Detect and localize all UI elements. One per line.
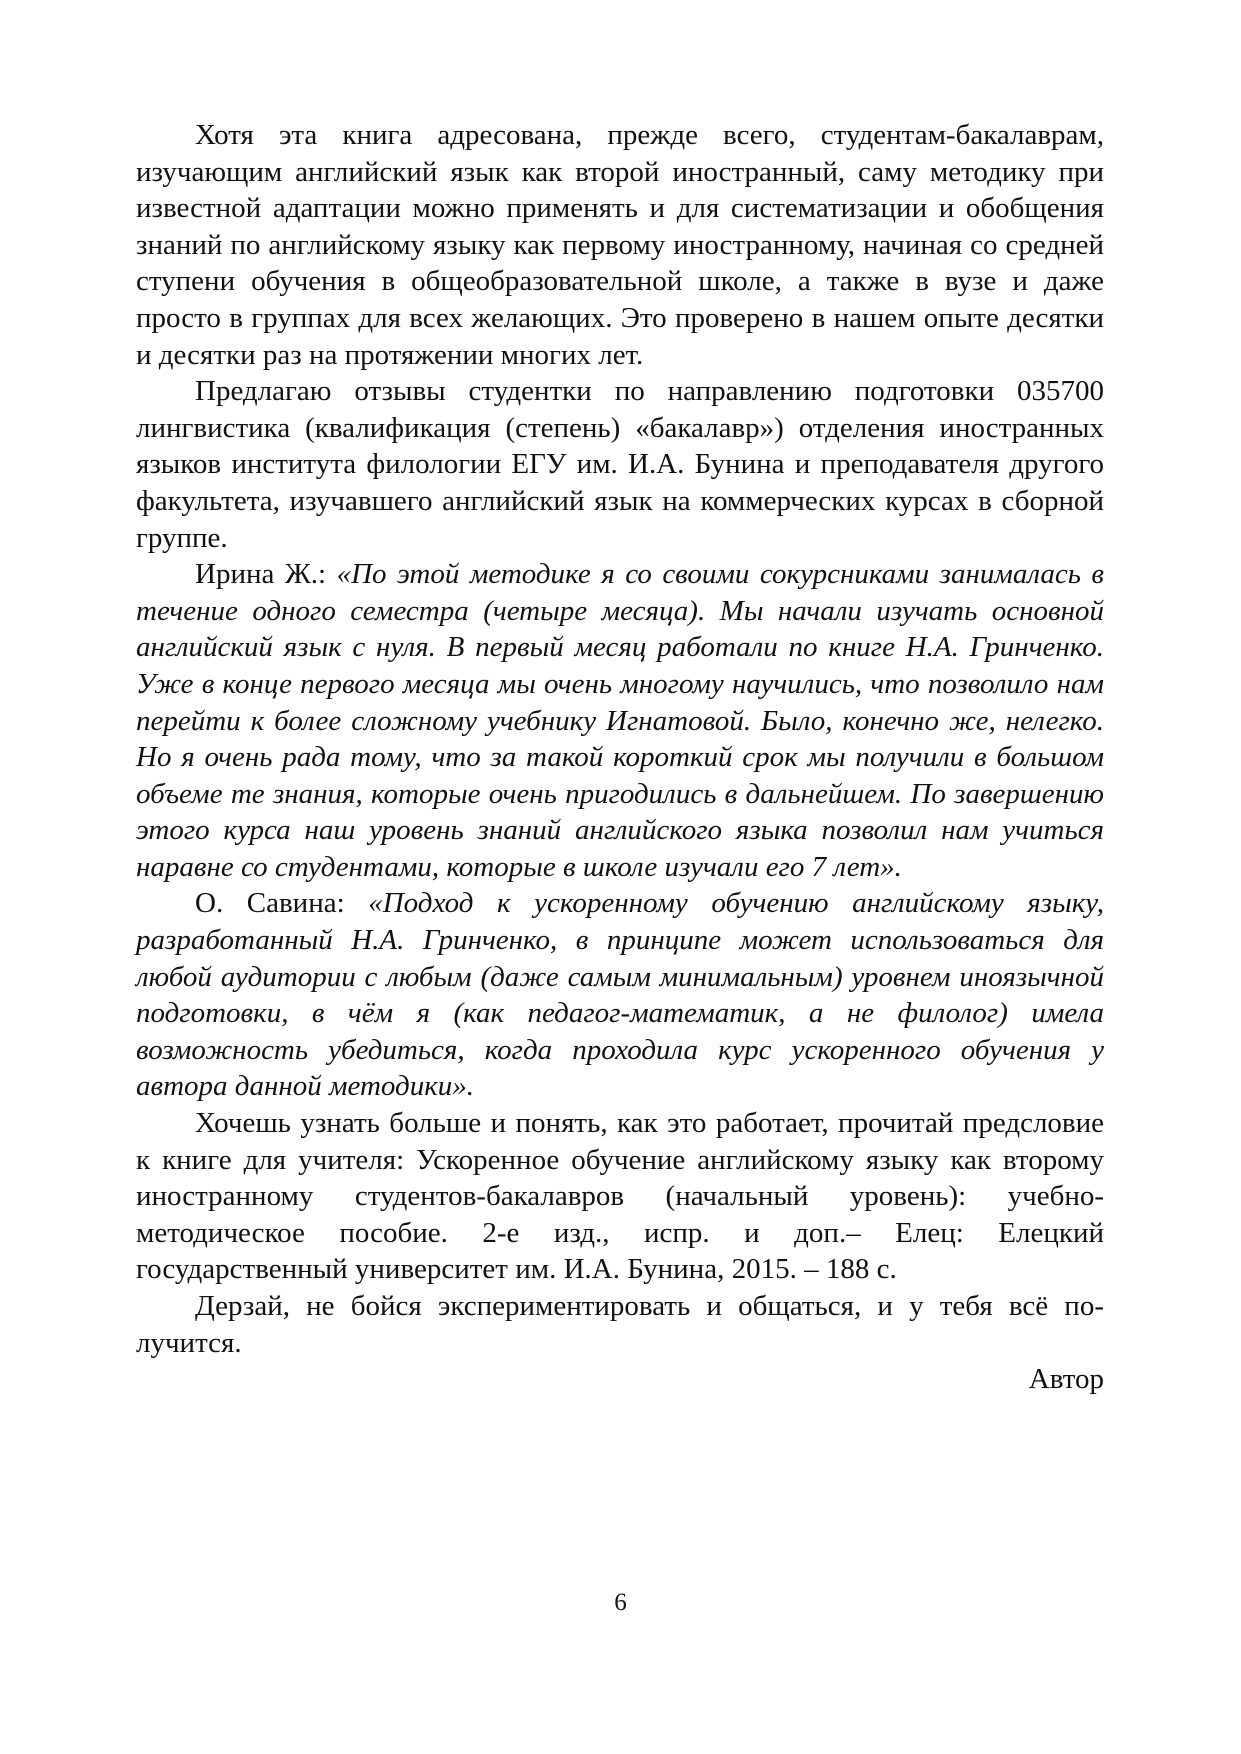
review-irina-quote: «По этой методике я со своими сокурсниками занималась в течение одного семестра (четыре месяца). Мы начали изучать основной английский язык с нуля. В первый месяц работали по книге Н.А. Гринченко. Уже в конце первого месяца мы очень многому научились, что позволило нам перейти к более сложному учебнику Игнатовой. Было, конечно же, нелегко. Но я очень рада тому, что за такой короткий срок мы получили в большом объеме те знания, которые очень пригодились в дальнейшем. По завершению этого курса наш уровень знаний английского языка позволил нам учиться наравне со студентами, которые в школе изучали его 7 лет». <box>136 558 1104 883</box>
page-number: 6 <box>614 1589 627 1616</box>
author-signature: Автор <box>1028 1363 1104 1396</box>
review-irina <box>136 556 1104 885</box>
page-body <box>136 117 1104 1398</box>
review-savina <box>136 885 1104 1105</box>
review-savina-author: О. Савина: <box>195 887 369 920</box>
review-savina-quote: «Подход к ускоренному обучению английскому языку, разработанный Н.А. Гринченко, в принципе может использоваться для любой аудитории с любым (даже самым минимальным) уровнем иноязычной подготовки, в чём я (как педагог-математик, а не филолог) имела возможность убедиться, когда проходила курс ускоренного обучения у автора данной методики». <box>136 887 1104 1103</box>
book-reference-paragraph: Хочешь узнать больше и понять, как это работает, прочитай предсловие к книге для учителя: Ускоренное обучение английскому языку как второму иностранному студентов-бакалавров (начальный уровень): учебно-методическое пособие. 2-е изд., испр. и доп.– Елец: Елецкий государственный университет им. И.А. Бунина, 2015. – 188 с. <box>136 1107 1104 1286</box>
review-irina-author: Ирина Ж.: <box>195 558 337 591</box>
reviews-intro-paragraph: Предлагаю отзывы студентки по направлению подготовки 035700 лингвистика (квалификация (степень) «бакалавр») отделения иностранных языков института филологии ЕГУ им. И.А. Бунина и преподавателя другого факультета, изучавшего английский язык на коммерческих курсах в сборной группе. <box>136 375 1104 554</box>
closing-paragraph: Дерзай, не бойся экспериментировать и общаться, и у тебя всё получится. <box>136 1290 1104 1359</box>
intro-paragraph: Хотя эта книга адресована, прежде всего, студентам-бакалаврам, изучающим английский язык как второй иностранный, саму методику при известной адаптации можно применять и для систематизации и обобщения знаний по английскому языку как первому иностранному, начиная со средней ступени обучения в общеобразовательной школе, а также в вузе и даже просто в группах для всех желающих. Это проверено в нашем опыте десятки и десятки раз на протяжении многих лет. <box>136 119 1104 371</box>
